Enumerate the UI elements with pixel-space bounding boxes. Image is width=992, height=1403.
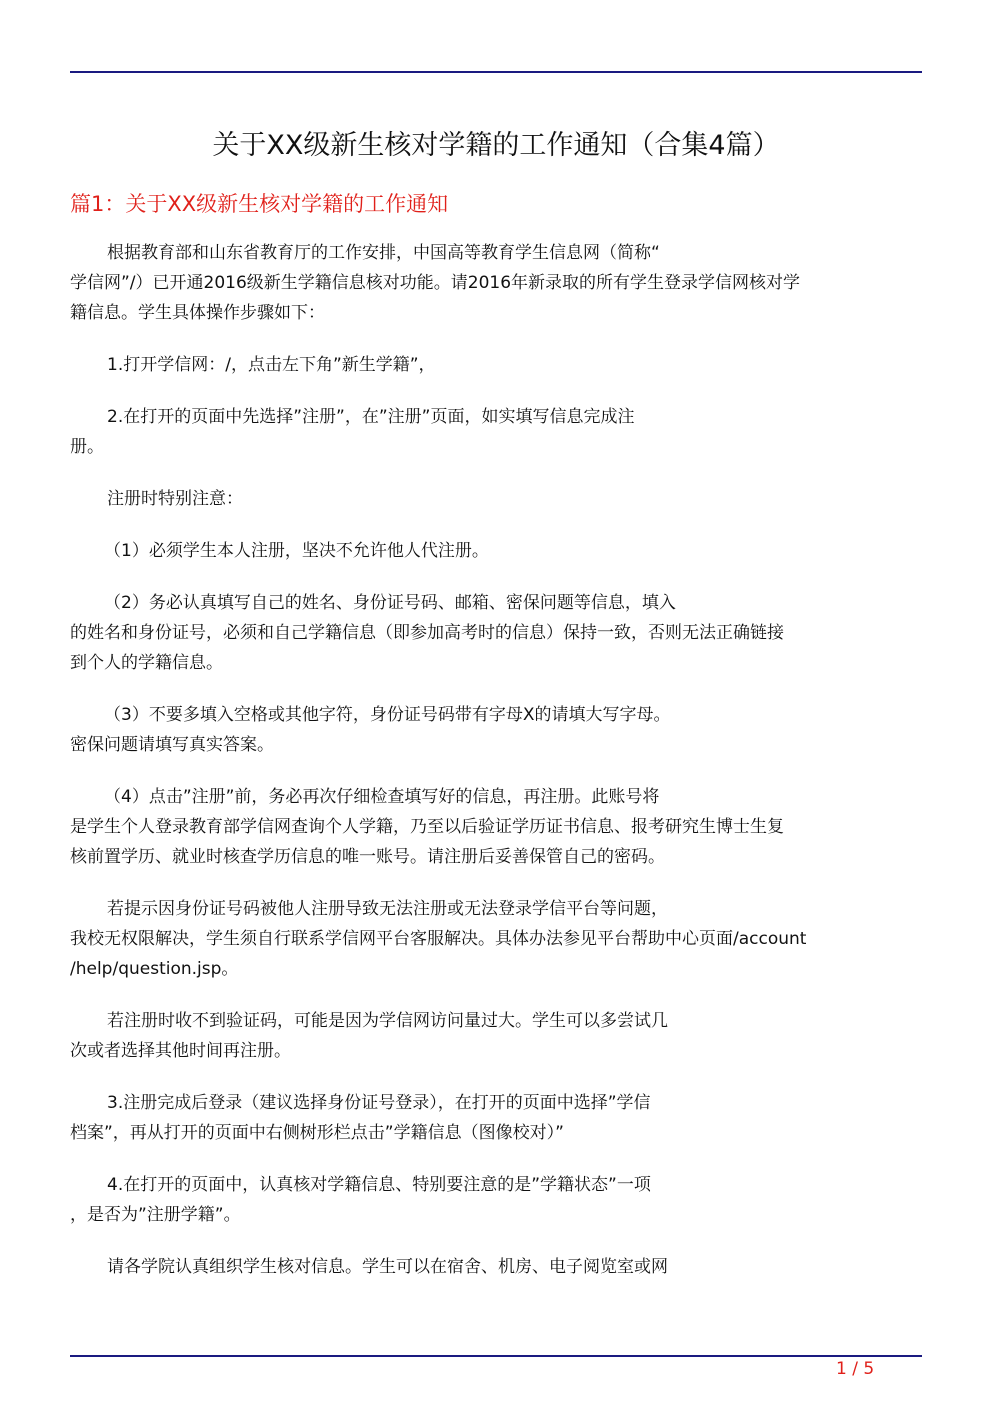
paragraph (70, 782, 922, 872)
paragraph (70, 402, 922, 462)
paragraph-line: 请各学院认真组织学生核对信息。学生可以在宿舍、机房、电子阅览室或网 (107, 1257, 668, 1277)
paragraph-line: ，是否为”注册学籍”。 (70, 1205, 241, 1225)
paragraph-line: 核前置学历、就业时核查学历信息的唯一账号。请注册后妥善保管自己的密码。 (70, 847, 665, 867)
paragraph (70, 484, 922, 514)
paragraph-line: 注册时特别注意： (107, 489, 243, 509)
paragraph-line: 次或者选择其他时间再注册。 (70, 1041, 291, 1061)
document-title: 关于XX级新生核对学籍的工作通知（合集4篇） (212, 130, 780, 161)
footer-rule (70, 1355, 922, 1357)
paragraph-line: 1.打开学信网：/，点击左下角”新生学籍”， (107, 355, 436, 375)
paragraph (70, 1252, 922, 1282)
paragraph (70, 238, 922, 328)
paragraph-line: 学信网”/）已开通2016级新生学籍信息核对功能。请2016年新录取的所有学生登录学信网核对学 (70, 273, 801, 293)
paragraph (70, 1006, 922, 1066)
paragraph (70, 1170, 922, 1230)
paragraph (70, 588, 922, 678)
document-body (70, 238, 922, 1304)
paragraph-line: 3.注册完成后登录（建议选择身份证号登录），在打开的页面中选择”学信 (107, 1093, 651, 1113)
paragraph (70, 894, 922, 984)
paragraph-line: 册。 (70, 437, 104, 457)
paragraph (70, 700, 922, 760)
section-heading: 篇1：关于XX级新生核对学籍的工作通知 (70, 192, 449, 216)
paragraph-line: （4）点击”注册”前，务必再次仔细检查填写好的信息，再注册。此账号将 (104, 787, 660, 807)
paragraph-line: 是学生个人登录教育部学信网查询个人学籍，乃至以后验证学历证书信息、报考研究生博士生复 (70, 817, 784, 837)
paragraph-line: 档案”，再从打开的页面中右侧树形栏点击”学籍信息（图像校对）” (70, 1123, 564, 1143)
paragraph-line: 我校无权限解决，学生须自行联系学信网平台客服解决。具体办法参见平台帮助中心页面/account (70, 929, 807, 949)
paragraph-line: 若提示因身份证号码被他人注册导致无法注册或无法登录学信平台等问题， (107, 899, 668, 919)
paragraph-line: 4.在打开的页面中，认真核对学籍信息、特别要注意的是”学籍状态”一项 (107, 1175, 651, 1195)
paragraph-line: 2.在打开的页面中先选择”注册”，在”注册”页面，如实填写信息完成注 (107, 407, 635, 427)
paragraph (70, 536, 922, 566)
header-rule (70, 71, 922, 73)
paragraph-line: /help/question.jsp。 (70, 959, 239, 979)
paragraph-line: 若注册时收不到验证码，可能是因为学信网访问量过大。学生可以多尝试几 (107, 1011, 668, 1031)
paragraph-line: 的姓名和身份证号，必须和自己学籍信息（即参加高考时的信息）保持一致，否则无法正确链接 (70, 623, 784, 643)
paragraph-line: 籍信息。学生具体操作步骤如下： (70, 303, 325, 323)
paragraph-line: （3）不要多填入空格或其他字符，身份证号码带有字母X的请填大写字母。 (104, 705, 671, 725)
paragraph-line: 密保问题请填写真实答案。 (70, 735, 274, 755)
paragraph (70, 350, 922, 380)
paragraph-line: （2）务必认真填写自己的姓名、身份证号码、邮箱、密保问题等信息，填入 (104, 593, 676, 613)
paragraph-line: 根据教育部和山东省教育厅的工作安排，中国高等教育学生信息网（简称“ (107, 243, 660, 263)
paragraph-line: 到个人的学籍信息。 (70, 653, 223, 673)
page-number: 1 / 5 (836, 1359, 875, 1379)
paragraph-line: （1）必须学生本人注册，坚决不允许他人代注册。 (104, 541, 489, 561)
paragraph (70, 1088, 922, 1148)
